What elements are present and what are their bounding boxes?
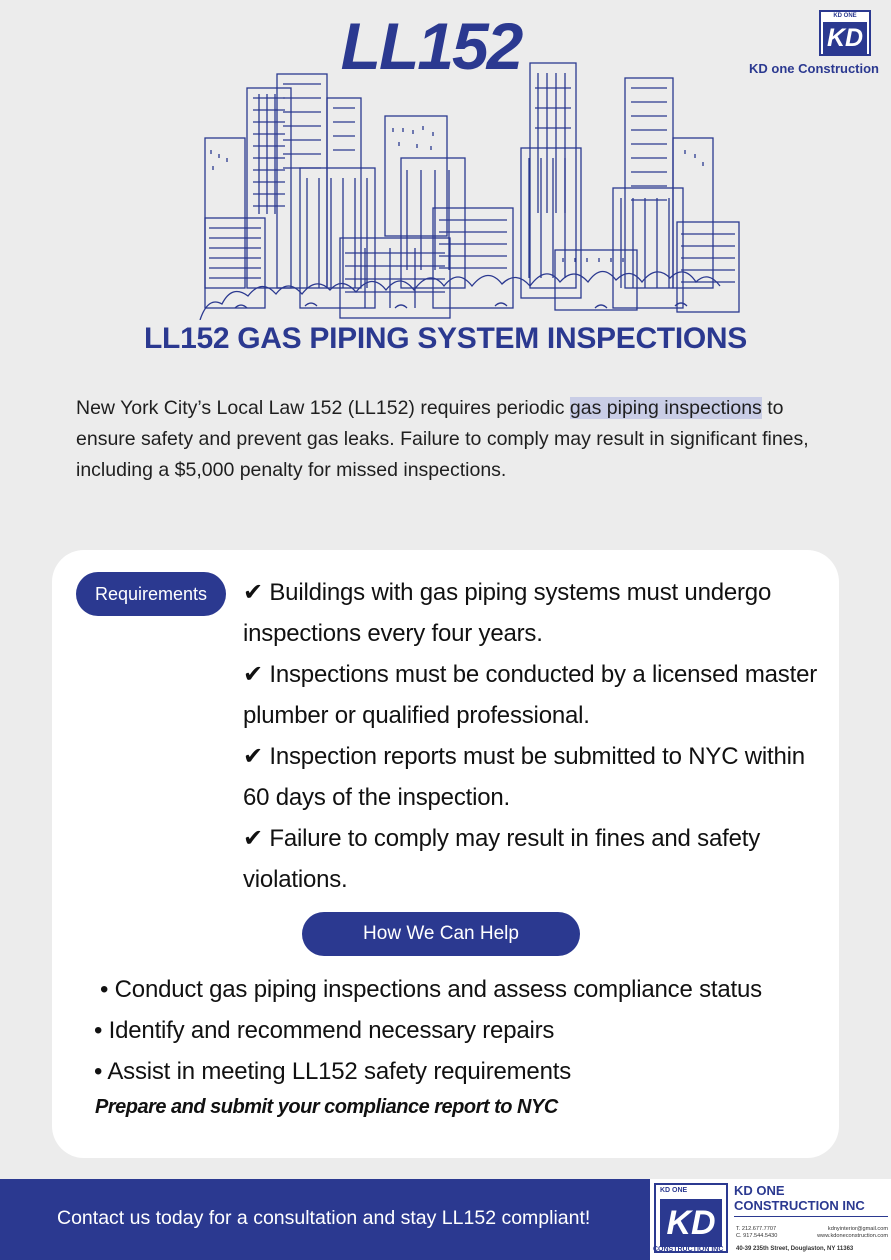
page-subtitle: LL152 GAS PIPING SYSTEM INSPECTIONS (144, 322, 747, 355)
card-logo-mark: KD (660, 1199, 722, 1247)
card-phone1: T. 212.677.7707 (736, 1226, 777, 1232)
help-list (94, 969, 834, 1092)
card-address: 40-39 235th Street, Douglaston, NY 11363 (736, 1246, 854, 1252)
card-name-line2: CONSTRUCTION INC (734, 1198, 865, 1213)
card-divider (734, 1216, 888, 1217)
help-note: Prepare and submit your compliance report to NYC (95, 1096, 558, 1118)
requirement-item: ✔ Buildings with gas piping systems must undergo inspections every four years. (243, 579, 772, 647)
card-name-line1: KD ONE (734, 1183, 785, 1198)
card-contact-info (736, 1226, 888, 1240)
footer-cta-text: Contact us today for a consultation and stay LL152 compliant! (57, 1207, 591, 1229)
business-card (650, 1179, 891, 1260)
business-card-logo-icon (654, 1183, 728, 1253)
intro-highlight: gas piping inspections (569, 397, 762, 419)
intro-text-start: New York City’s Local Law 152 (LL152) requires periodic (76, 397, 570, 419)
building-center (340, 208, 513, 318)
kd-logo-icon (819, 10, 871, 56)
building-right-tall (521, 63, 713, 298)
card-logo-small-text: KD ONE (660, 1187, 688, 1194)
requirements-badge: Requirements (76, 572, 226, 616)
city-skyline-illustration (195, 58, 750, 320)
footer-banner (0, 1179, 891, 1260)
requirements-list (243, 572, 823, 900)
requirement-item: ✔ Failure to comply may result in fines and safety violations. (243, 825, 760, 893)
intro-text-end: to ensure safety and prevent gas leaks. Failure to comply may result in significant fines, including a $5,000 penalty for missed inspections. (76, 397, 809, 481)
card-logo-subtext: CONSTRUCTION INC (653, 1246, 724, 1253)
page-title: LL152 (340, 9, 522, 83)
requirement-item: ✔ Inspection reports must be submitted to NYC within 60 days of the inspection. (243, 743, 805, 811)
intro-paragraph (76, 393, 836, 486)
building-left-short (205, 138, 265, 308)
help-item: • Identify and recommend necessary repairs (94, 1017, 555, 1044)
requirement-item: ✔ Inspections must be conducted by a licensed master plumber or qualified professional. (243, 661, 818, 729)
building-right-short (555, 188, 739, 312)
card-email[interactable]: kdnyinterior@gmail.com (827, 1226, 888, 1232)
logo-small-text: KD ONE (833, 13, 857, 19)
card-website[interactable]: www.kdoneconstruction.com (817, 1233, 888, 1239)
logo-caption: KD one Construction (749, 61, 879, 76)
card-company-name (734, 1183, 865, 1213)
help-item: • Assist in meeting LL152 safety requirements (94, 1058, 571, 1085)
card-phone2: C. 917.544.5430 (736, 1233, 778, 1239)
how-we-can-help-button[interactable]: How We Can Help (302, 912, 580, 956)
trees (200, 271, 720, 320)
building-left-tall (247, 74, 361, 288)
company-logo (749, 10, 879, 76)
logo-mark-text: KD (823, 22, 867, 54)
help-item: • Conduct gas piping inspections and assess compliance status (100, 976, 762, 1003)
